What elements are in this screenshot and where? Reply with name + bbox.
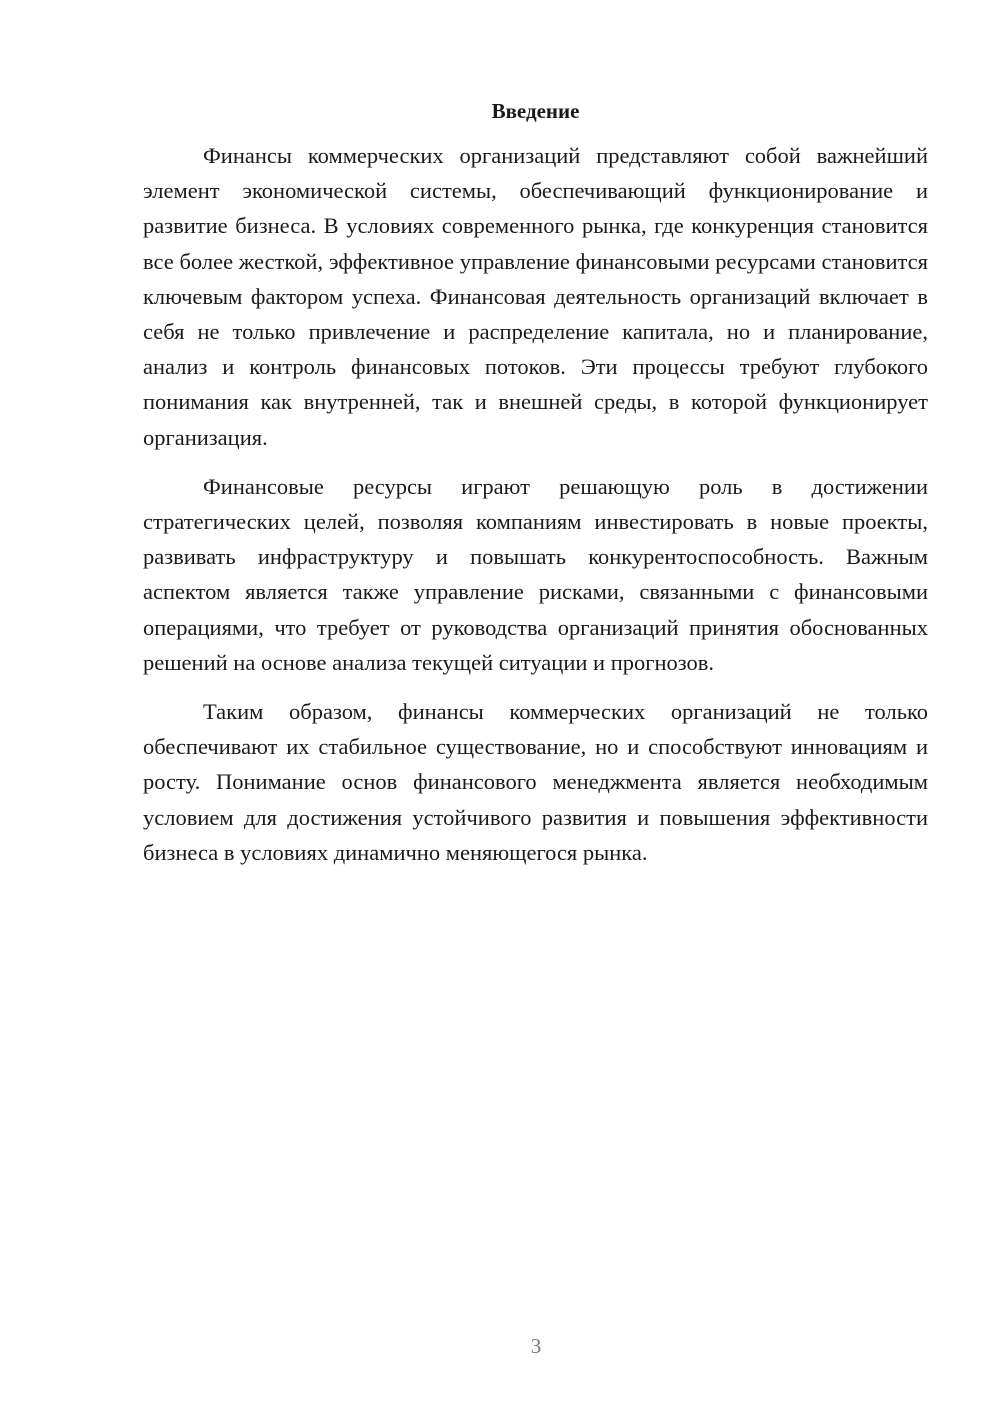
paragraph-3: Таким образом, финансы коммерческих организаций не только обеспечивают их стабильное существование, но и способствуют инновациям и росту. Понимание основ финансового менеджмента является необходимым условием для достижения устойчивого развития и повышения эффективности бизнеса в условиях динамично меняющегося рынка. — [143, 699, 928, 865]
paragraph-1: Финансы коммерческих организаций представляют собой важнейший элемент экономической системы, обеспечивающий функционирование и развитие бизнеса. В условиях современного рынка, где конкуренция становится все более жесткой, эффективное управление финансовыми ресурсами становится ключевым фактором успеха. Финансовая деятельность организаций включает в себя не только привлечение и распределение капитала, но и планирование, анализ и контроль финансовых потоков. Эти процессы требуют глубокого понимания как внутренней, так и внешней среды, в которой функционирует организация. — [143, 143, 928, 450]
page-content — [143, 96, 928, 884]
section-heading: Введение — [491, 99, 580, 123]
page-number: 3 — [530, 1334, 542, 1358]
paragraph-2: Финансовые ресурсы играют решающую роль в достижении стратегических целей, позволяя компаниям инвестировать в новые проекты, развивать инфраструктуру и повышать конкурентоспособность. Важным аспектом является также управление рисками, связанными с финансовыми операциями, что требует от руководства организаций принятия обоснованных решений на основе анализа текущей ситуации и прогнозов. — [143, 473, 928, 675]
